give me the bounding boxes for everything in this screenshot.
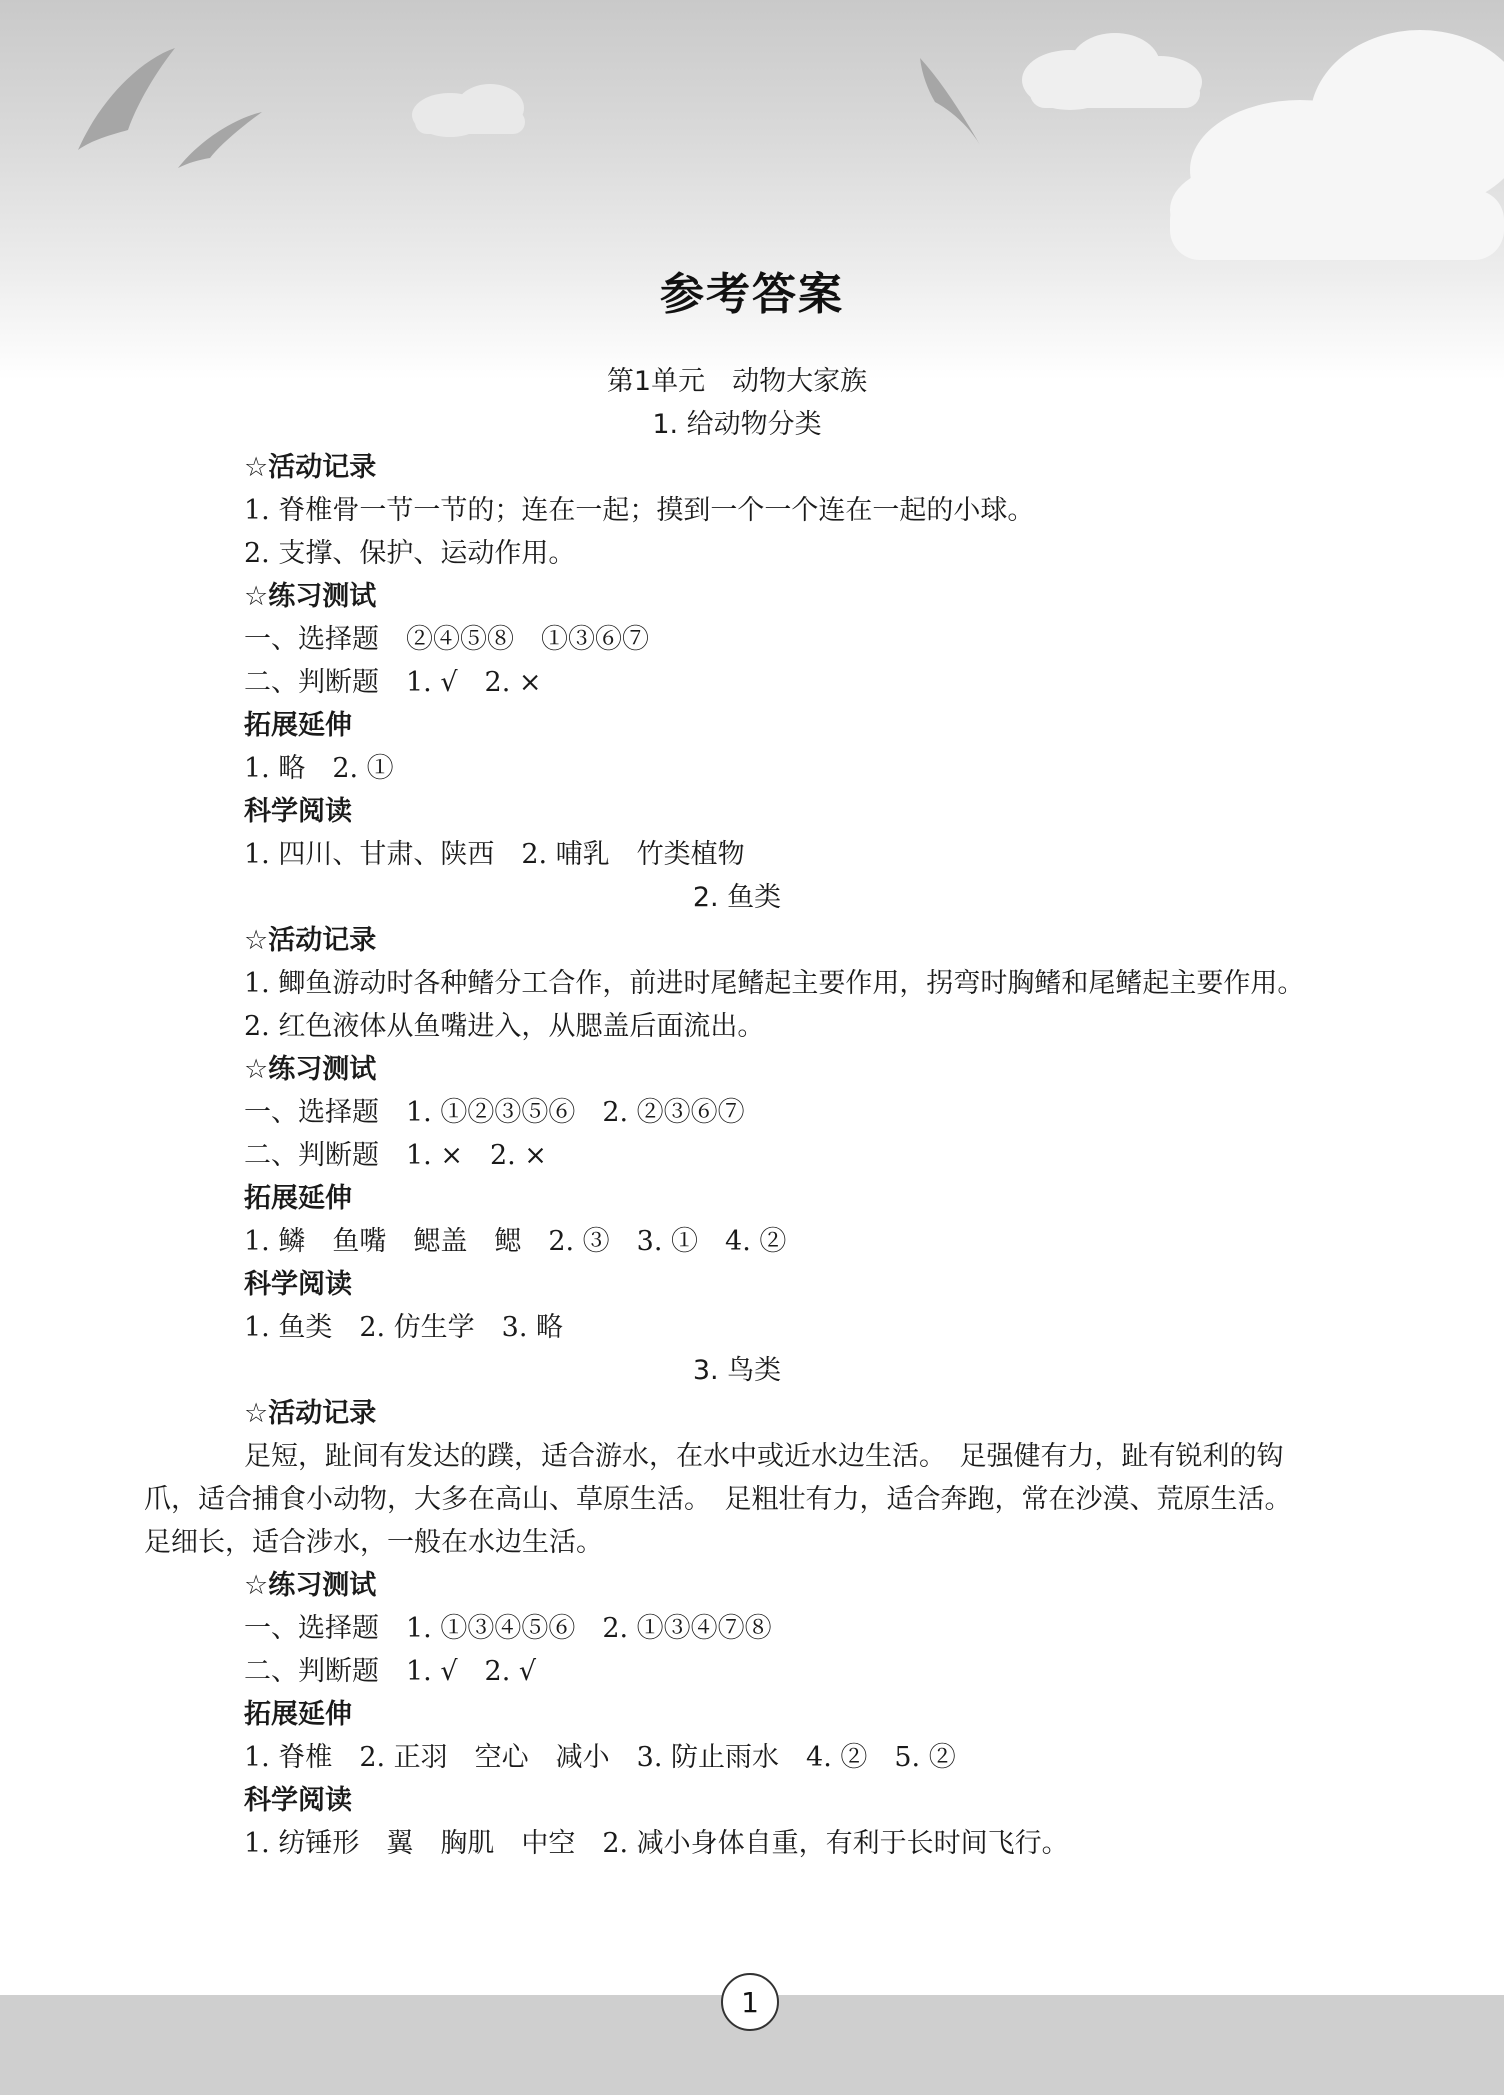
answer-paragraph: 足短，趾间有发达的蹼，适合游水，在水中或近水边生活。 足强健有力，趾有锐利的钩爪，适合捕食小动物，大多在高山、草原生活。 足粗壮有力，适合奔跑，常在沙漠、荒原生活。 足细长，适合涉水，一般在水边生活。 xyxy=(144,1441,1305,1558)
answer-line: 1. 鱼类 2. 仿生学 3. 略 xyxy=(244,1312,564,1343)
section-heading: 科学阅读 xyxy=(244,1269,352,1300)
cloud-icon xyxy=(412,84,525,137)
section-heading: 拓展延伸 xyxy=(244,710,352,741)
section-heading: 拓展延伸 xyxy=(244,1183,352,1214)
section-heading: 拓展延伸 xyxy=(244,1699,352,1730)
section-heading: 科学阅读 xyxy=(244,796,352,827)
answer-paragraph: 1. 鲫鱼游动时各种鳍分工合作，前进时尾鳍起主要作用，拐弯时胸鳍和尾鳍起主要作用。 xyxy=(244,968,1305,999)
section-heading: 科学阅读 xyxy=(244,1785,352,1816)
header-background xyxy=(0,0,1504,380)
answer-line: 2. 红色液体从鱼嘴进入，从腮盖后面流出。 xyxy=(244,1011,765,1042)
answer-line: 二、判断题 1. √ 2. × xyxy=(244,667,542,698)
lesson-title: 2. 鱼类 xyxy=(692,882,782,913)
answer-line: 1. 纺锤形 翼 胸肌 中空 2. 减小身体自重，有利于长时间飞行。 xyxy=(244,1828,1069,1859)
section-heading: ☆练习测试 xyxy=(244,1054,377,1085)
answer-line: 二、判断题 1. × 2. × xyxy=(244,1140,547,1171)
page-title: 参考答案 xyxy=(660,269,844,320)
section-heading: ☆活动记录 xyxy=(244,1398,377,1429)
cloud-icon xyxy=(1170,30,1504,260)
answer-line: 二、判断题 1. √ 2. √ xyxy=(244,1656,537,1687)
answer-line: 2. 支撑、保护、运动作用。 xyxy=(244,538,576,569)
unit-title: 第1单元 动物大家族 xyxy=(606,366,868,397)
answer-line: 1. 四川、甘肃、陕西 2. 哺乳 竹类植物 xyxy=(244,839,745,870)
clouds-birds-decoration xyxy=(0,0,1504,380)
lesson-title: 3. 鸟类 xyxy=(692,1355,782,1386)
answer-line: 1. 脊椎骨一节一节的；连在一起；摸到一个一个连在一起的小球。 xyxy=(244,495,1035,526)
answer-line: 1. 略 2. ① xyxy=(244,753,394,784)
answer-line: 一、选择题 1. ①②③⑤⑥ 2. ②③⑥⑦ xyxy=(244,1097,745,1128)
bird-icon xyxy=(920,58,980,145)
bird-icon xyxy=(178,112,262,168)
cloud-icon xyxy=(1022,33,1202,110)
answer-line: 一、选择题 1. ①③④⑤⑥ 2. ①③④⑦⑧ xyxy=(244,1613,772,1644)
answer-content xyxy=(144,360,1330,1865)
section-heading: ☆练习测试 xyxy=(244,1570,377,1601)
answer-line: 1. 鳞 鱼嘴 鳃盖 鳃 2. ③ 3. ① 4. ② xyxy=(244,1226,787,1257)
section-heading: ☆活动记录 xyxy=(244,452,377,483)
answer-line: 一、选择题 ②④⑤⑧ ①③⑥⑦ xyxy=(244,624,649,655)
page-number: 1 xyxy=(721,1973,779,2031)
answer-line: 1. 脊椎 2. 正羽 空心 减小 3. 防止雨水 4. ② 5. ② xyxy=(244,1742,956,1773)
section-heading: ☆活动记录 xyxy=(244,925,377,956)
lesson-title: 1. 给动物分类 xyxy=(652,409,822,440)
section-heading: ☆练习测试 xyxy=(244,581,377,612)
bird-icon xyxy=(78,48,175,150)
